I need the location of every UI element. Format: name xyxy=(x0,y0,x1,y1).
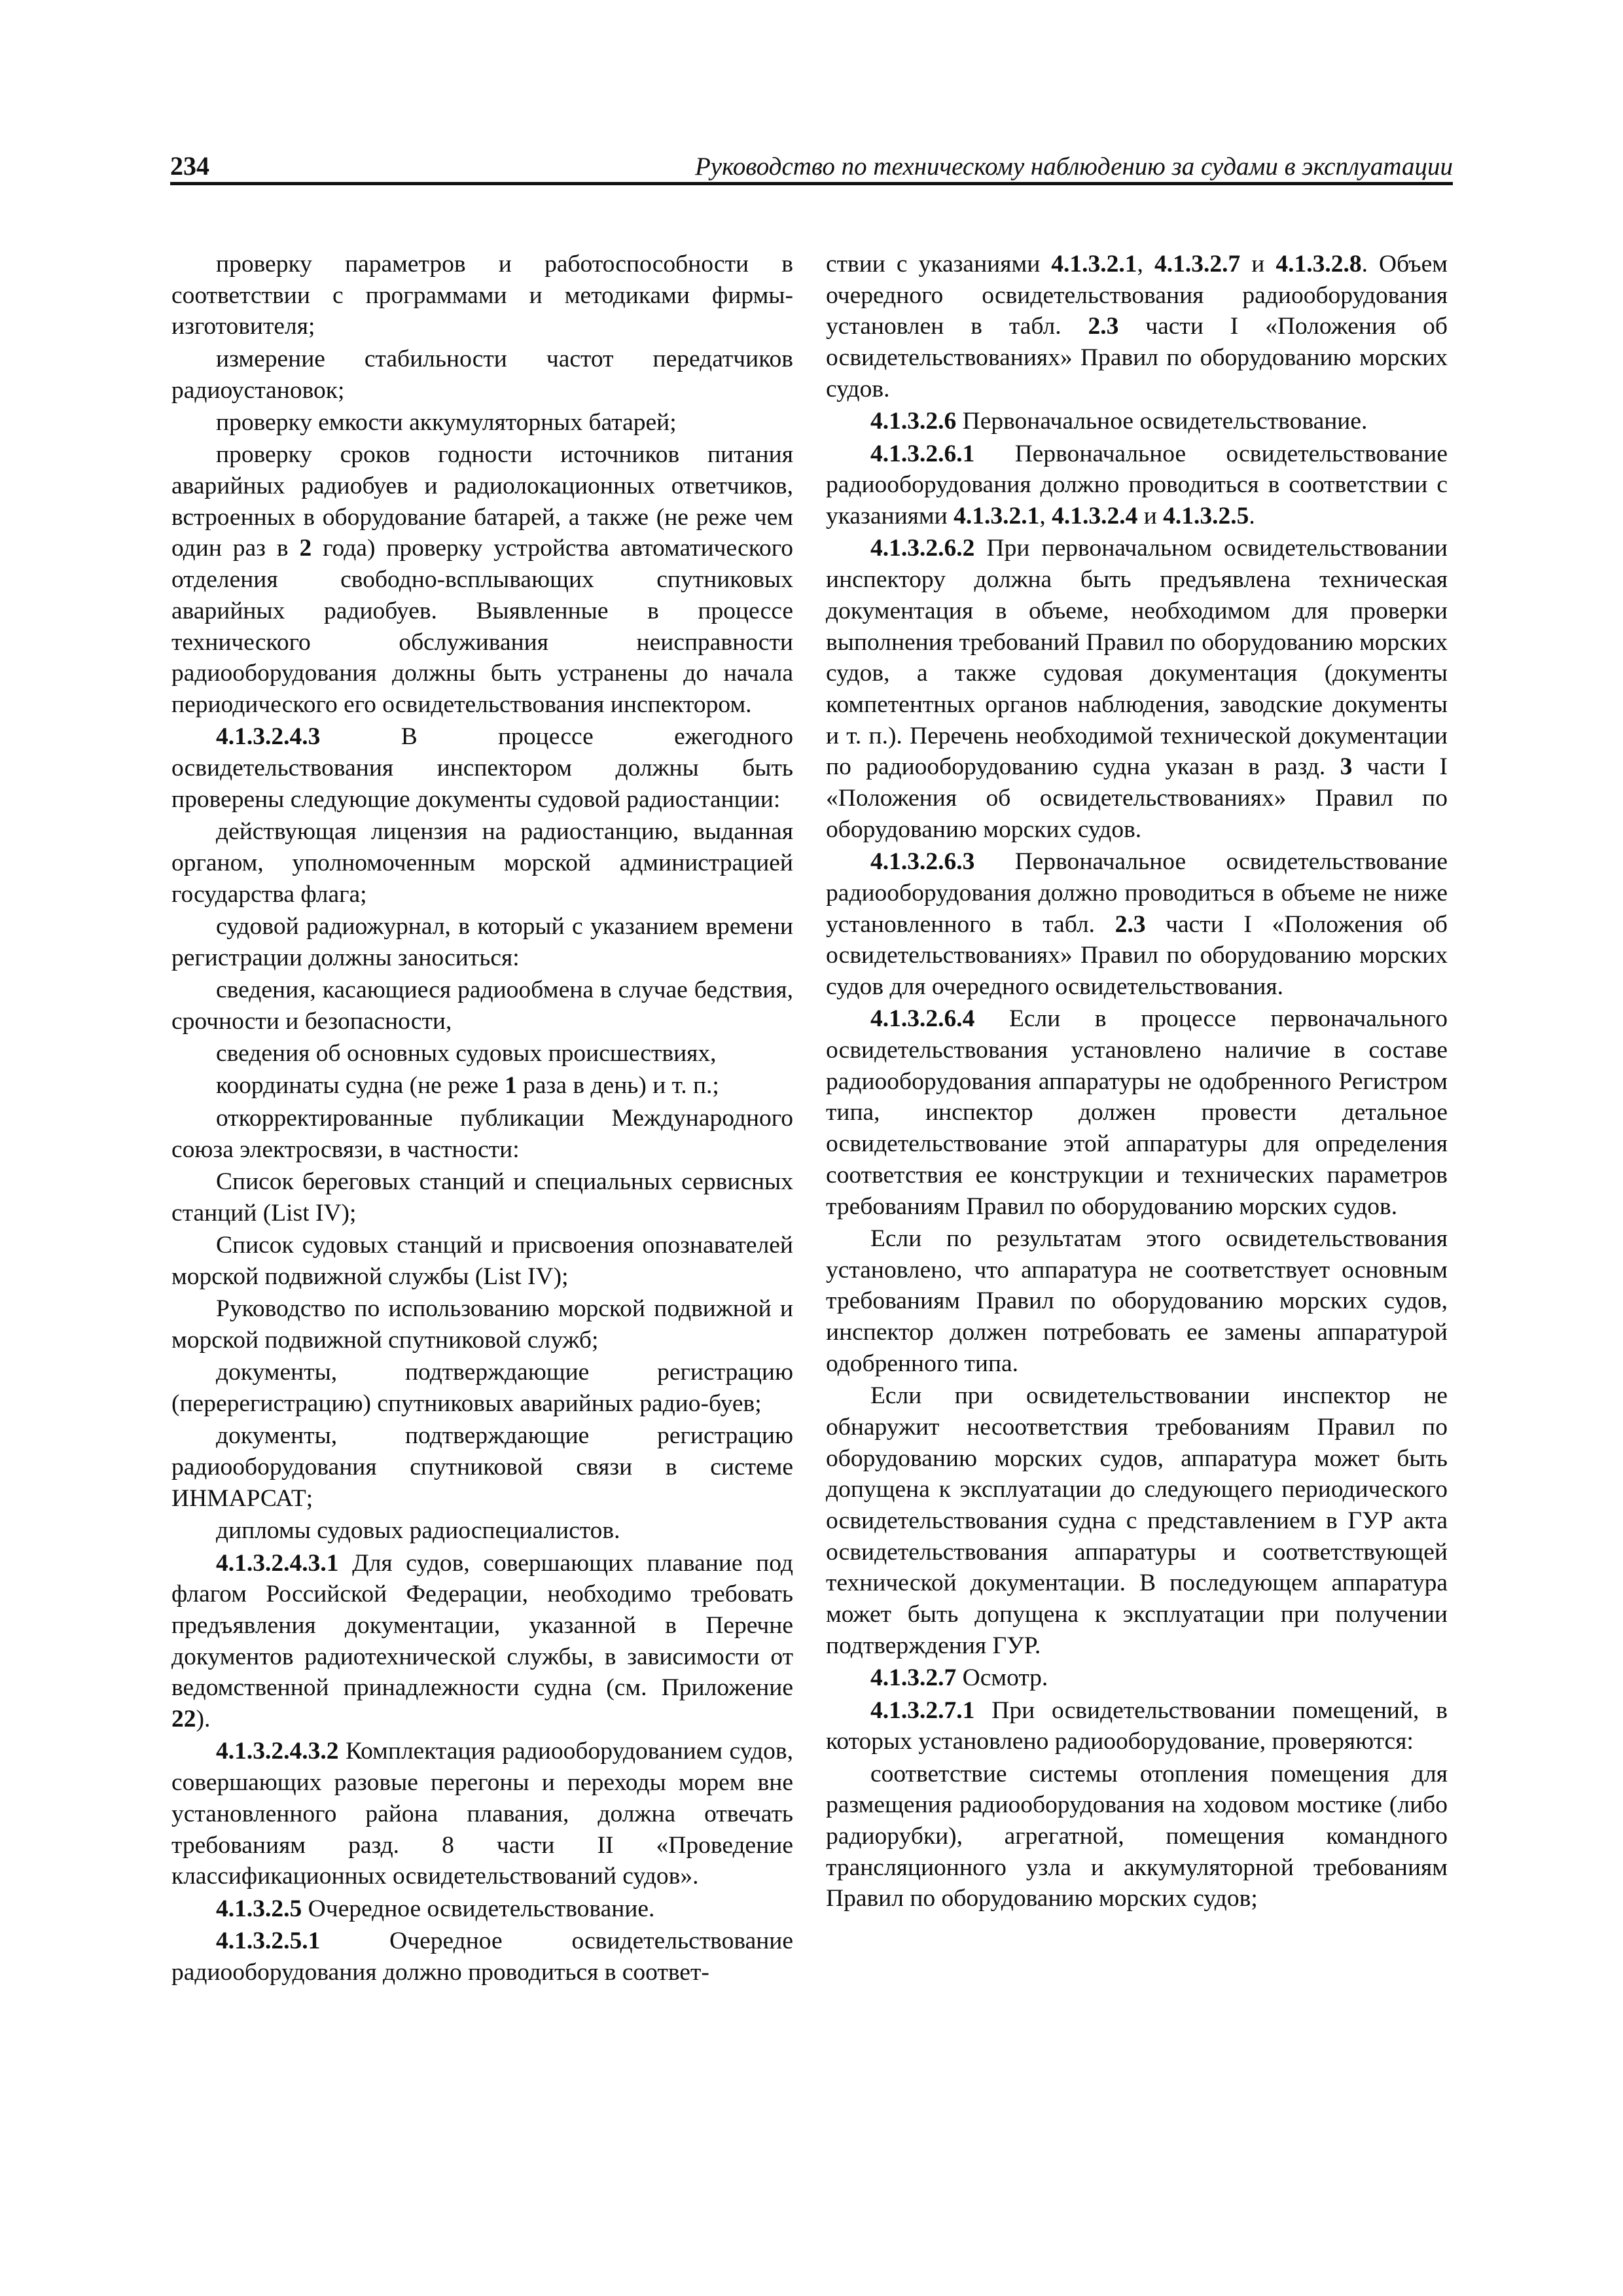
clause-number: 4.1.3.2.5.1 xyxy=(216,1928,321,1955)
paragraph xyxy=(826,1662,1448,1694)
right-column xyxy=(826,249,1448,1916)
paragraph: действующая лицензия на радиостанцию, выданная органом, уполномоченным морской администрацией государства флага; xyxy=(171,818,793,908)
clause-number: 4.1.3.2.7 xyxy=(870,1664,957,1692)
paragraph xyxy=(826,846,1448,1003)
text-run: Очередное освидетельствование радиооборудования должно проводиться в соответ- xyxy=(171,1928,793,1986)
text-run: ). xyxy=(196,1706,211,1733)
paragraph: Список береговых станций и специальных сервисных станций (List IV); xyxy=(171,1168,793,1227)
bold-number: 4.1.3.2.7 xyxy=(1154,251,1241,278)
text-run: и xyxy=(1137,503,1164,529)
text-run: , xyxy=(1137,251,1154,278)
paragraph: Руководство по использованию морской подвижной и морской подвижной спутниковой служб; xyxy=(171,1295,793,1354)
paragraph: проверку параметров и работоспособности в соответствии с программами и методиками фирмы-изготовителя; xyxy=(171,251,793,340)
paragraph xyxy=(171,439,793,720)
paragraph: документы, подтверждающие регистрацию (перерегистрацию) спутниковых аварийных радио-буев; xyxy=(171,1359,793,1417)
page-number: 234 xyxy=(170,151,209,181)
clause-number: 4.1.3.2.4.3.1 xyxy=(216,1549,339,1577)
paragraph: соответствие системы отопления помещения для размещения радиооборудования на ходовом мостике (либо радиорубки), агрегатной, помещения командного трансляционного узла и аккумуляторной требованиям Правил по оборудованию морских судов; xyxy=(826,1760,1448,1912)
text-run: . xyxy=(1249,503,1255,529)
running-title: Руководство по техническому наблюдению за судами в эксплуатации xyxy=(694,152,1453,181)
paragraph xyxy=(171,1070,793,1102)
clause-number: 4.1.3.2.4.3.2 xyxy=(216,1738,339,1765)
paragraph: сведения, касающиеся радиообмена в случае бедствия, срочности и безопасности, xyxy=(171,976,793,1035)
paragraph xyxy=(171,1548,793,1735)
paragraph xyxy=(171,721,793,815)
paragraph xyxy=(826,1003,1448,1222)
paragraph xyxy=(826,249,1448,405)
text-run: Комплектация радиооборудованием судов, совершающих разовые перегоны и переходы морем вне установленного района плавания, должна отвечать требованиям разд. 8 части II «Проведение классификационных освидетельствований судов». xyxy=(171,1738,793,1890)
paragraph: документы, подтверждающие регистрацию радиооборудования спутниковой связи в системе ИНМАРСАТ; xyxy=(171,1422,793,1512)
clause-number: 4.1.3.2.6.2 xyxy=(870,535,975,562)
bold-number: 4.1.3.2.1 xyxy=(1051,251,1137,278)
left-column xyxy=(171,249,793,1989)
paragraph: Если при освидетельствовании инспектор не обнаружит несоответствия требованиям Правил по оборудованию морских судов, аппаратура может быть допущена к эксплуатации до следующего периодического освидетельствования судна с представлением в ГУР акта освидетельствования аппаратуры и соответствующей технической документации. В последующем аппаратура может быть допущена к эксплуатации при получении подтверждения ГУР. xyxy=(826,1382,1448,1659)
text-run: раза в день) и т. п.; xyxy=(516,1072,719,1100)
text-run: Первоначальное освидетельствование. xyxy=(956,408,1368,435)
paragraph xyxy=(826,406,1448,437)
paragraph: сведения об основных судовых происшествиях, xyxy=(216,1040,717,1067)
paragraph xyxy=(171,1893,793,1925)
text-run: координаты судна (не реже xyxy=(216,1072,505,1100)
paragraph: Список судовых станций и присвоения опознавателей морской подвижной службы (List IV); xyxy=(171,1232,793,1290)
text-run: При первоначальном освидетельствовании инспектору должна быть предъявлена техническая документация в объеме, необходимом для проверки выполнения требований Правил по оборудованию морских судов, а также судовая документация (документы компетентных органов наблюдения, заводские документы и т. п.). Перечень необходимой технической документации по радиооборудованию судна указан в разд. xyxy=(826,535,1448,781)
paragraph: откорректированные публикации Международного союза электросвязи, в частности: xyxy=(171,1104,793,1163)
bold-number: 4.1.3.2.1 xyxy=(954,503,1040,529)
text-run: . Объем очередного освидетельствования радиооборудования установлен в табл. xyxy=(826,251,1448,340)
clause-number: 4.1.3.2.6.1 xyxy=(870,440,975,467)
bold-number: 4.1.3.2.4 xyxy=(1052,503,1138,529)
text-run: Если в процессе первоначального освидетельствования установлено наличие в составе радиооборудования аппаратуры не одобренного Регистром типа, инспектор должен провести детальное освидетельствование этой аппаратуры для определения соответствия ее конструкции и технических параметров требованиям Правил по оборудованию морских судов. xyxy=(826,1005,1448,1220)
text-run: Очередное освидетельствование. xyxy=(302,1895,655,1922)
page-header xyxy=(170,145,1453,185)
paragraph: проверку емкости аккумуляторных батарей; xyxy=(216,408,677,436)
bold-number: 2 xyxy=(299,535,312,562)
text-run: , xyxy=(1039,503,1052,529)
clause-number: 4.1.3.2.6.3 xyxy=(870,848,975,876)
paragraph: дипломы судовых радиоспециалистов. xyxy=(216,1517,620,1545)
text-run: проверку сроков годности источников питания аварийных радиобуев и радиолокационных ответчиков, встроенных в оборудование батарей, а также (не реже чем один раз в xyxy=(171,441,793,562)
clause-number: 4.1.3.2.6 xyxy=(870,408,957,435)
paragraph xyxy=(171,1926,793,1988)
text-run: При освидетельствовании помещений, в которых установлено радиооборудование, проверяются: xyxy=(826,1696,1448,1755)
text-run: ствии с указаниями xyxy=(826,251,1052,278)
bold-number: 2.3 xyxy=(1115,910,1146,938)
text-run: Первоначальное освидетельствование радиооборудования должно проводиться в объеме не ниже установленного в табл. xyxy=(826,848,1448,938)
clause-number: 4.1.3.2.6.4 xyxy=(870,1005,975,1033)
text-run: части I «Положения об освидетельствованиях» Правил по оборудованию морских судов. xyxy=(826,753,1448,843)
paragraph: судовой радиожурнал, в который с указанием времени регистрации должны заноситься: xyxy=(171,912,793,971)
text-run: Первоначальное освидетельствование радиооборудования должно проводиться в соответствии с указаниями xyxy=(826,440,1448,529)
paragraph xyxy=(171,1736,793,1892)
bold-number: 3 xyxy=(1340,753,1353,781)
bold-number: 2.3 xyxy=(1088,313,1119,340)
paragraph: Если по результатам этого освидетельствования установлено, что аппаратура не соответствует основным требованиям Правил по оборудованию морских судов, инспектор должен потребовать ее замены аппаратурой одобренного типа. xyxy=(826,1225,1448,1377)
text-run: Для судов, совершающих плавание под флагом Российской Федерации, необходимо требовать предъявления документации, указанной в Перечне документов радиотехнической службы, в зависимости от ведомственной принадлежности судна (см. Приложение xyxy=(171,1549,793,1702)
bold-number: 4.1.3.2.8 xyxy=(1275,251,1362,278)
text-run: части I «Положения об освидетельствованиях» Правил по оборудованию морских судов. xyxy=(826,313,1448,403)
text-run: Осмотр. xyxy=(956,1664,1048,1692)
clause-number: 4.1.3.2.5 xyxy=(216,1895,302,1922)
clause-number: 4.1.3.2.7.1 xyxy=(870,1696,975,1724)
paragraph xyxy=(826,439,1448,532)
paragraph xyxy=(826,1695,1448,1757)
paragraph: измерение стабильности частот передатчиков радиоустановок; xyxy=(171,345,793,404)
clause-number: 4.1.3.2.4.3 xyxy=(216,723,321,751)
text-run: части I «Положения об освидетельствованиях» Правил по оборудованию морских судов для очередного освидетельствования. xyxy=(826,910,1448,1000)
bold-number: 1 xyxy=(505,1072,517,1100)
bold-number: 4.1.3.2.5 xyxy=(1163,503,1249,529)
paragraph xyxy=(826,533,1448,845)
text-run: и xyxy=(1240,251,1276,278)
text-run: года) проверку устройства автоматического отделения свободно-всплывающих спутниковых аварийных радиобуев. Выявленные в процессе технического обслуживания неисправности радиооборудования должны быть устранены до начала периодического его освидетельствования инспектором. xyxy=(171,535,793,718)
bold-number: 22 xyxy=(171,1706,196,1733)
text-run: В процессе ежегодного освидетельствования инспектором должны быть проверены следующие документы судовой радиостанции: xyxy=(171,723,793,813)
